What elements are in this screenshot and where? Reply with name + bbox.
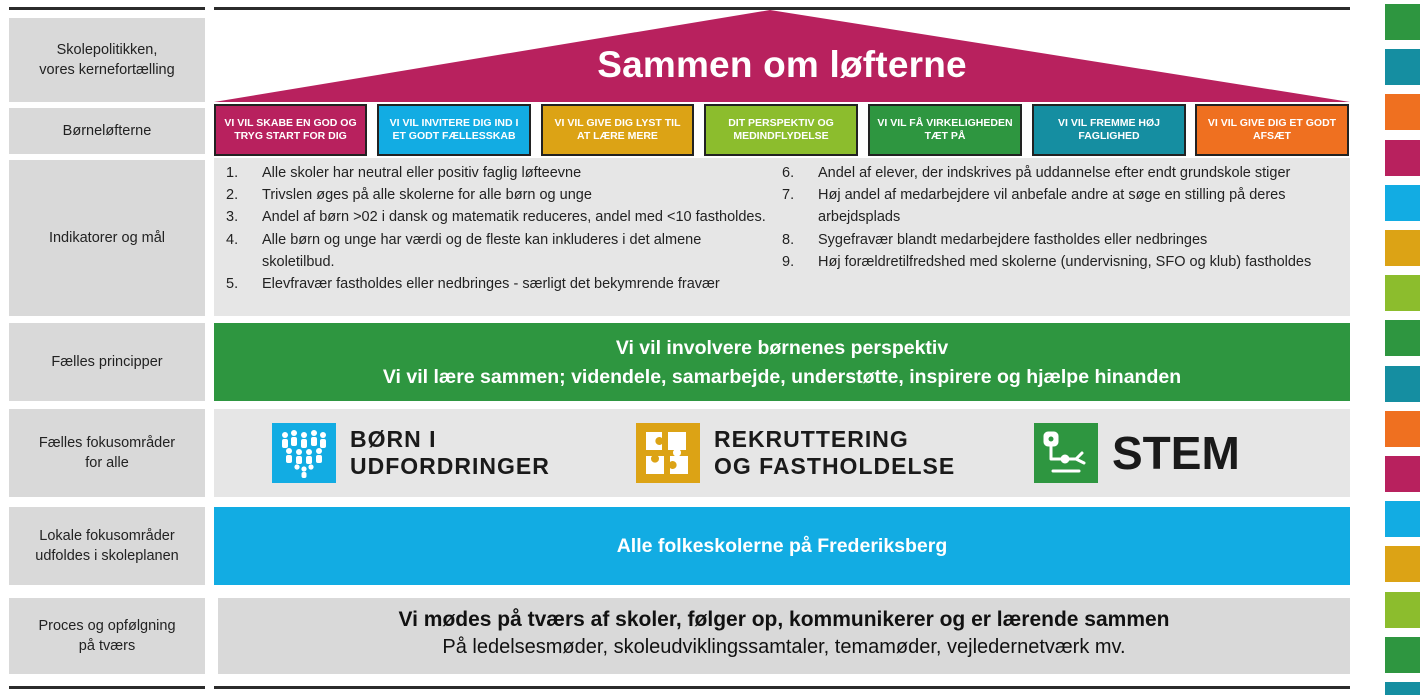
stripe-block xyxy=(1385,94,1420,130)
row-label-process xyxy=(9,598,205,674)
local-focus-text: Alle folkeskolerne på Frederiksberg xyxy=(616,534,948,557)
promise-label: VI VIL GIVE DIG LYST TIL AT LÆRE MERE xyxy=(554,117,681,142)
indicator-item xyxy=(770,251,1330,273)
focus-recruitment xyxy=(636,423,955,483)
focus-label xyxy=(714,426,955,480)
indicator-item xyxy=(214,229,774,273)
indicator-item xyxy=(770,184,1330,228)
stripe-block xyxy=(1385,275,1420,311)
promise-label: VI VIL SKABE EN GOD OG TRYG START FOR DIG xyxy=(224,117,357,142)
focus-label-line: REKRUTTERING xyxy=(714,426,909,452)
indicators-panel xyxy=(214,158,1350,316)
stripe-block xyxy=(1385,411,1420,447)
stripe-block xyxy=(1385,456,1420,492)
promise-2 xyxy=(377,104,531,156)
row-label-text: Indikatorer og mål xyxy=(48,230,166,246)
indicator-number: 3. xyxy=(226,209,239,226)
promise-label: VI VIL INVITERE DIG IND I ET GODT FÆLLESSKAB xyxy=(389,117,519,142)
local-focus-banner xyxy=(214,507,1350,585)
row-label-text: Fælles principper xyxy=(51,354,163,370)
stripe-block xyxy=(1385,366,1420,402)
indicator-item xyxy=(214,162,774,184)
stripe-block xyxy=(1385,49,1420,85)
process-banner xyxy=(218,598,1350,674)
indicator-number: 1. xyxy=(226,165,239,181)
indicator-number: 8. xyxy=(782,231,795,248)
stripe-block xyxy=(1385,320,1420,356)
promise-label: VI VIL GIVE DIG ET GODT AFSÆT xyxy=(1207,117,1337,142)
robot-hand-icon xyxy=(1034,423,1098,483)
top-rule-left xyxy=(9,7,205,10)
indicator-item xyxy=(214,184,774,206)
focus-label-line: OG FASTHOLDELSE xyxy=(714,453,956,479)
indicator-number: 9. xyxy=(782,253,795,270)
stripe-block xyxy=(1385,230,1420,266)
promise-1 xyxy=(214,104,367,156)
row-label-school-policy xyxy=(9,18,205,102)
promise-label: DIT PERSPEKTIV OG MEDINDFLYDELSE xyxy=(728,117,834,142)
indicator-number: 5. xyxy=(226,276,239,293)
stripe-block xyxy=(1385,637,1420,673)
process-line-1: Vi mødes på tværs af skoler, følger op, kommunikerer og er lærende sammen xyxy=(398,608,1170,631)
indicator-number: 2. xyxy=(226,187,239,204)
stripe-block xyxy=(1385,140,1420,176)
indicator-text: Andel af elever, der indskrives på uddannelse efter endt grundskole stiger xyxy=(818,165,1291,181)
focus-stem xyxy=(1034,423,1240,483)
promise-4 xyxy=(704,104,858,156)
indicator-item xyxy=(214,206,774,228)
bottom-rule-right xyxy=(214,686,1350,689)
promise-6 xyxy=(1032,104,1186,156)
stripe-block xyxy=(1385,185,1420,221)
indicator-text: Alle skoler har neutral eller positiv faglig løfteevne xyxy=(262,165,582,181)
indicator-text: Høj andel af medarbejdere vil anbefale andre at søge en stilling på deres arbejdsplads xyxy=(818,187,1286,226)
indicator-text: Elevfravær fastholdes eller nedbringes - særligt det bekymrende fravær xyxy=(262,276,720,293)
indicator-text: Sygefravær blandt medarbejdere fastholdes eller nedbringes xyxy=(818,231,1208,248)
row-label-text: Skolepolitikken, vores kernefortælling xyxy=(39,42,175,78)
puzzle-icon xyxy=(636,423,700,483)
indicator-item xyxy=(214,273,774,295)
principle-line-1: Vi vil involvere børnenes perspektiv xyxy=(615,337,949,359)
row-label-text: Lokale fokusområder udfoldes i skoleplanen xyxy=(35,528,179,564)
indicator-text: Høj forældretilfredshed med skolerne (undervisning, SFO og klub) fastholdes xyxy=(818,253,1312,270)
row-label-common-focus xyxy=(9,409,205,497)
row-label-text: Proces og opfølgning på tværs xyxy=(38,618,176,654)
principle-line-2: Vi vil lære sammen; videndele, samarbejde, understøtte, inspirere og hjælpe hinanden xyxy=(382,366,1182,388)
indicator-text: Trivslen øges på alle skolerne for alle børn og unge xyxy=(262,187,592,204)
row-label-text: Børneløfterne xyxy=(62,123,152,139)
bottom-rule-left xyxy=(9,686,205,689)
promise-label: VI VIL FÅ VIRKELIGHEDEN TÆT PÅ xyxy=(877,117,1013,142)
row-label-child-promises xyxy=(9,108,205,154)
focus-children-challenges xyxy=(272,423,550,483)
stripe-block xyxy=(1385,682,1420,695)
row-label-principles xyxy=(9,323,205,401)
indicator-number: 4. xyxy=(226,231,239,248)
principles-banner xyxy=(214,323,1350,401)
stripe-block xyxy=(1385,501,1420,537)
indicator-item xyxy=(770,229,1330,251)
focus-label xyxy=(350,426,550,480)
stripe-block xyxy=(1385,546,1420,582)
focus-label: STEM xyxy=(1112,427,1240,479)
row-label-text: Fælles fokusområder for alle xyxy=(38,435,176,471)
promise-label: VI VIL FREMME HØJ FAGLIGHED xyxy=(1058,117,1160,142)
indicators-right-list xyxy=(770,162,1330,273)
focus-areas-panel xyxy=(214,409,1350,497)
row-label-indicators xyxy=(9,160,205,316)
indicators-left-list xyxy=(214,162,774,295)
promise-7 xyxy=(1195,104,1349,156)
indicator-item xyxy=(770,162,1330,184)
process-line-2: På ledelsesmøder, skoleudviklingssamtaler, temamøder, vejledernetværk mv. xyxy=(442,636,1126,658)
indicator-number: 7. xyxy=(782,187,795,204)
indicator-text: Andel af børn >02 i dansk og matematik reduceres, andel med <10 fastholdes. xyxy=(262,209,766,226)
roof-title: Sammen om løfterne xyxy=(597,44,967,85)
promise-5 xyxy=(868,104,1022,156)
indicator-number: 6. xyxy=(782,165,795,181)
stripe-block xyxy=(1385,4,1420,40)
hearts-people-icon xyxy=(272,423,336,483)
promise-3 xyxy=(541,104,694,156)
focus-label-line: BØRN I xyxy=(350,426,437,452)
stripe-block xyxy=(1385,592,1420,628)
focus-label-line: UDFORDRINGER xyxy=(350,453,550,479)
row-label-local-focus xyxy=(9,507,205,585)
indicator-text: Alle børn og unge har værdi og de fleste kan inkluderes i det almene skoletilbud. xyxy=(262,231,702,270)
